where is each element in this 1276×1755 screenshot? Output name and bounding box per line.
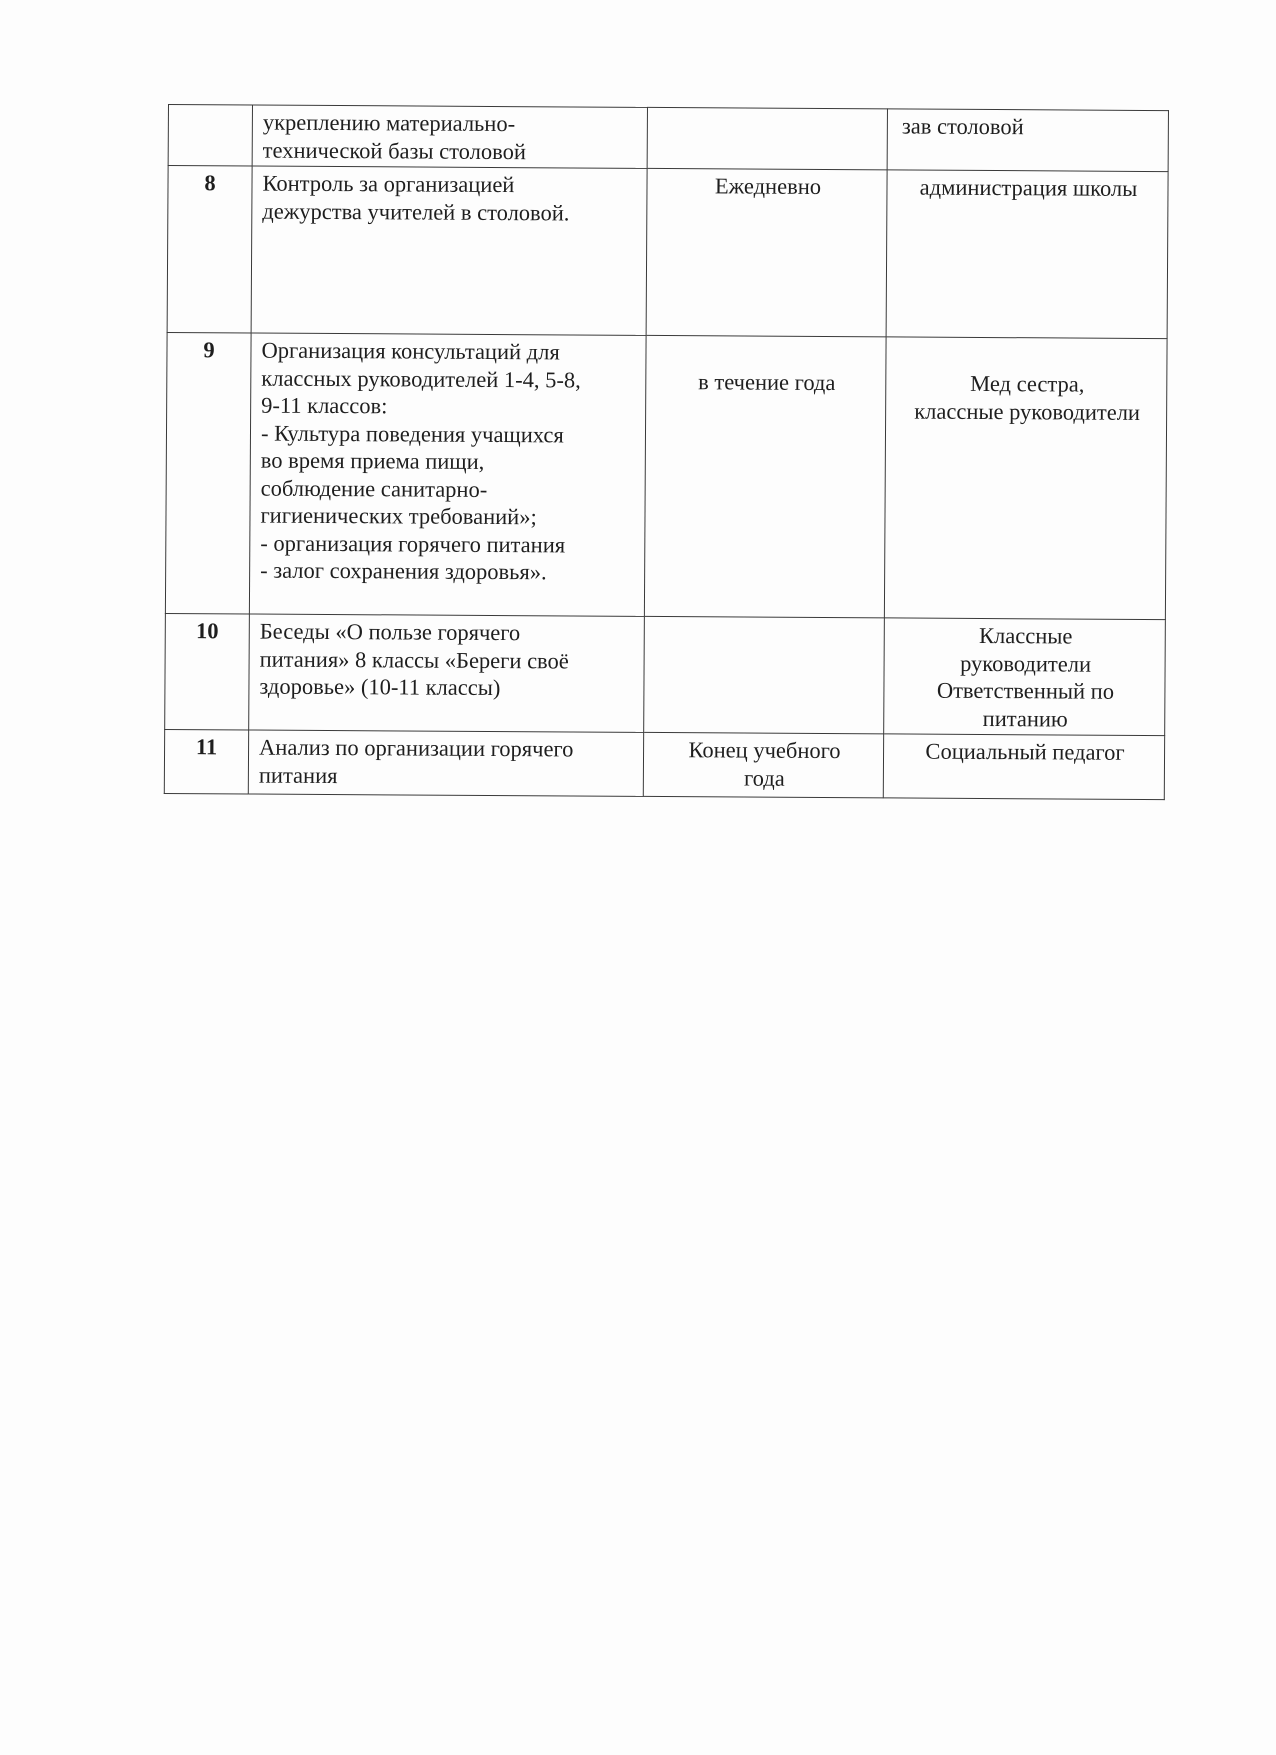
row-number-cell: 8 <box>167 166 252 334</box>
time-cell: в течение года <box>644 335 886 617</box>
row-number-cell: 9 <box>165 332 251 614</box>
time-cell <box>647 107 887 169</box>
time-cell <box>644 616 885 733</box>
table-row <box>168 105 1168 172</box>
time-cell: Ежедневно <box>646 168 887 336</box>
row-number-cell: 11 <box>164 729 248 794</box>
row-number-cell <box>168 105 252 167</box>
row-number-cell: 10 <box>165 613 250 730</box>
responsible-cell: Классные руководители Ответственный по питанию <box>884 618 1166 736</box>
activity-plan-table <box>164 104 1169 800</box>
responsible-cell: зав столовой <box>887 109 1168 172</box>
activity-cell: Анализ по организации горячего питания <box>248 730 643 796</box>
responsible-cell: администрация школы <box>886 170 1168 339</box>
table-row <box>167 166 1168 339</box>
activity-cell: Организация консультаций для классных руководителей 1-4, 5-8, 9-11 классов: - Культура поведения учащихся во время приема пищи, соблюдение санитарно- гигиенических требований»; - организация горячего питания - залог сохранения здоровья». <box>249 333 646 616</box>
activity-cell: Беседы «О пользе горячего питания» 8 классы «Береги своё здоровье» (10-11 классы) <box>249 614 645 732</box>
table-row <box>165 613 1166 735</box>
table-row <box>165 332 1167 619</box>
activity-cell: укреплению материально- технической базы столовой <box>252 105 647 168</box>
time-cell: Конец учебного года <box>643 732 883 797</box>
responsible-cell: Социальный педагог <box>883 734 1164 800</box>
table-row <box>164 729 1164 799</box>
activity-cell: Контроль за организацией дежурства учителей в столовой. <box>251 166 647 335</box>
responsible-cell: Мед сестра, классные руководители <box>884 337 1167 620</box>
